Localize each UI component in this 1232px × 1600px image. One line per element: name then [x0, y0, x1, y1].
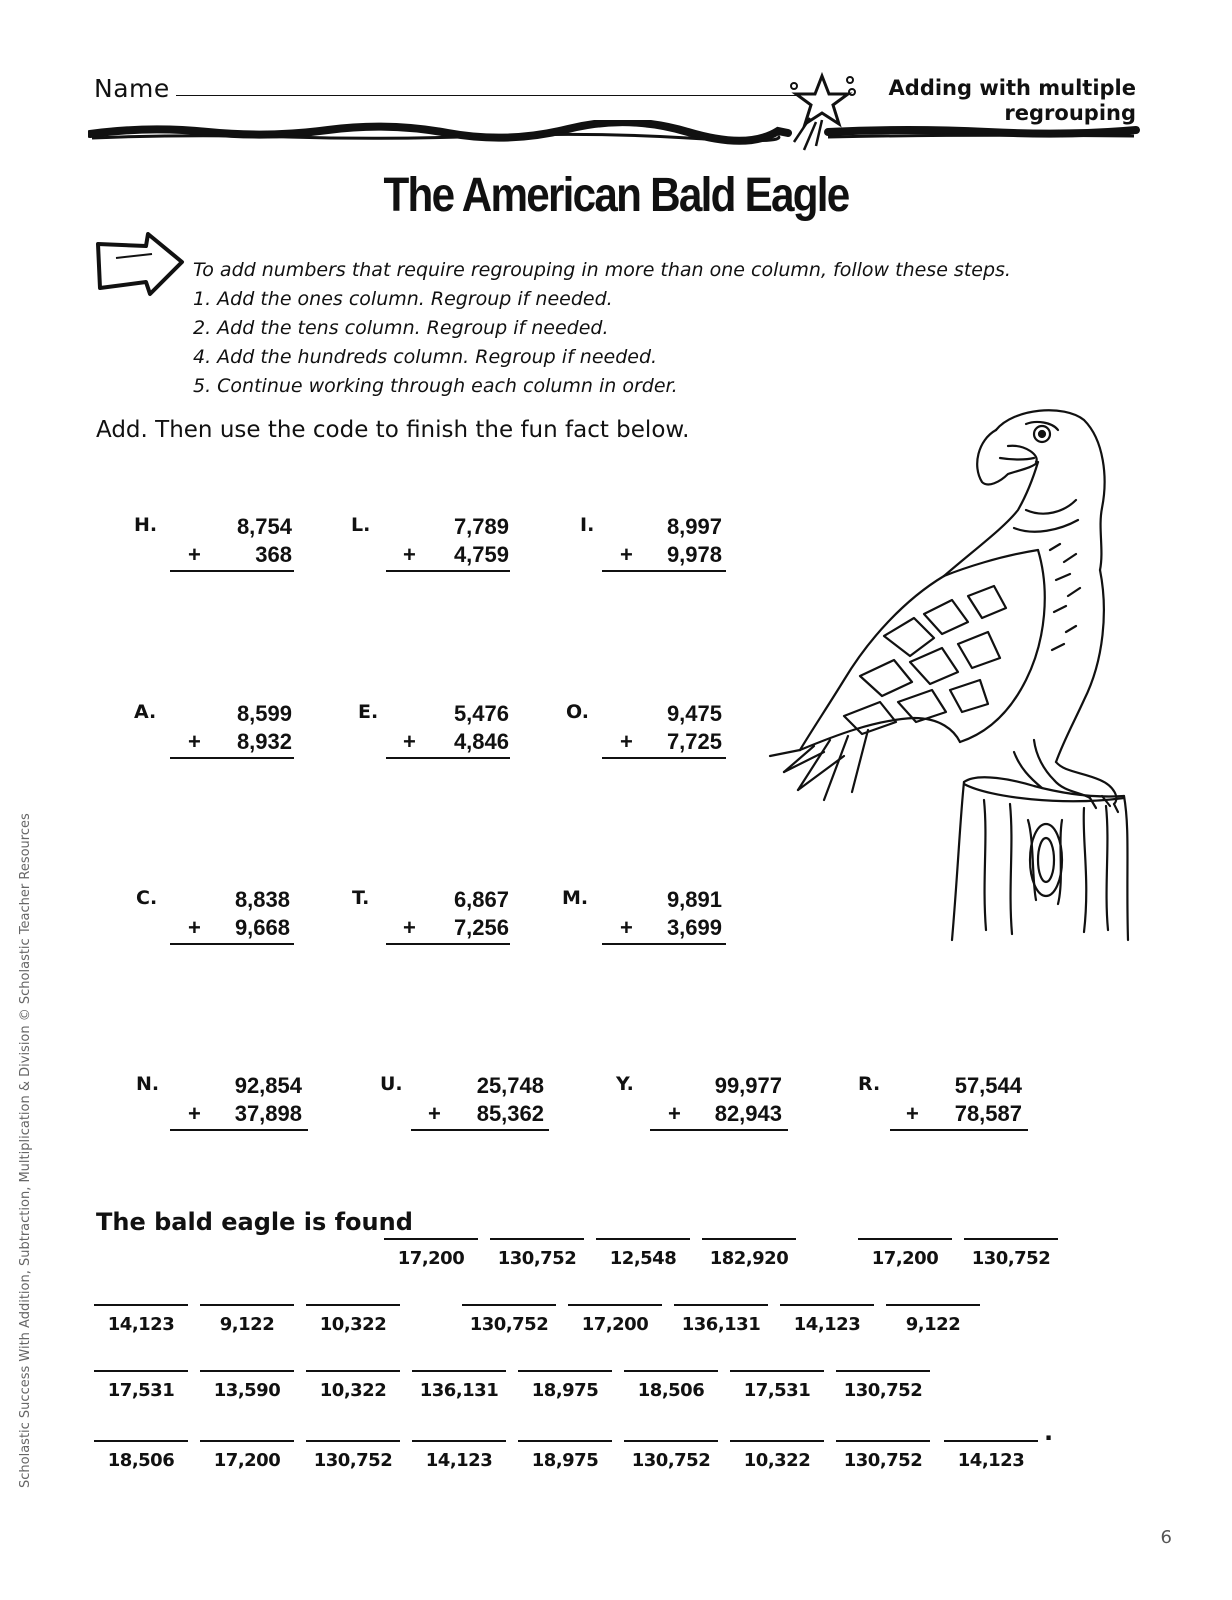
- problem-addend-top: 8,754: [236, 514, 292, 539]
- problem-letter: C.: [136, 887, 158, 909]
- name-write-line[interactable]: [176, 95, 798, 96]
- addition-problem-u: [380, 1073, 552, 1133]
- addition-problem-l: [351, 514, 511, 574]
- problem-addend-bottom: 85,362: [476, 1101, 544, 1126]
- code-slot[interactable]: [306, 1370, 400, 1401]
- answer-line[interactable]: [602, 570, 726, 572]
- addition-problem-n: [136, 1073, 308, 1133]
- header-brush-divider: [88, 120, 1140, 146]
- code-slot[interactable]: [624, 1440, 718, 1471]
- code-slot[interactable]: [568, 1304, 662, 1335]
- plus-sign: +: [188, 542, 201, 567]
- code-slot[interactable]: [702, 1238, 796, 1269]
- plus-sign: +: [188, 729, 201, 754]
- addition-problem-c: [136, 887, 296, 947]
- addition-problem-e: [358, 701, 518, 761]
- problem-addend-top: 9,475: [666, 701, 722, 726]
- problem-addend-bottom: 4,846: [453, 729, 509, 754]
- problem-addend-bottom: 7,256: [453, 915, 509, 940]
- problem-addend-bottom: 368: [255, 542, 292, 567]
- code-number: 17,200: [581, 1314, 649, 1335]
- fun-fact-lead: The bald eagle is found: [96, 1208, 413, 1236]
- name-label: Name: [94, 74, 170, 103]
- code-number: 130,752: [631, 1450, 711, 1471]
- code-number: 17,200: [871, 1248, 939, 1269]
- code-slot[interactable]: [836, 1370, 930, 1401]
- answer-line[interactable]: [386, 570, 510, 572]
- answer-line[interactable]: [890, 1129, 1028, 1131]
- problem-addend-top: 5,476: [453, 701, 509, 726]
- code-number: 9,122: [905, 1314, 961, 1335]
- code-slot[interactable]: [624, 1370, 718, 1401]
- side-credit: Scholastic Success With Addition, Subtraction, Multiplication & Division © Scholastic Teacher Resources: [18, 813, 33, 1488]
- problem-addend-top: 92,854: [234, 1073, 302, 1098]
- code-number: 18,975: [531, 1450, 599, 1471]
- code-slot[interactable]: [306, 1440, 400, 1471]
- code-number: 130,752: [313, 1450, 393, 1471]
- code-slot[interactable]: [94, 1440, 188, 1471]
- code-number: 14,123: [957, 1450, 1025, 1471]
- code-slot[interactable]: [730, 1440, 824, 1471]
- code-number: 14,123: [425, 1450, 493, 1471]
- problem-addend-bottom: 9,668: [234, 915, 290, 940]
- problem-addend-bottom: 4,759: [453, 542, 509, 567]
- instructions-step: 1. Add the ones column. Regroup if needed.: [193, 288, 613, 310]
- addition-problem-y: [616, 1073, 788, 1133]
- problem-addend-top: 8,997: [666, 514, 722, 539]
- code-number: 130,752: [843, 1450, 923, 1471]
- problem-letter: A.: [134, 701, 157, 723]
- problem-addend-top: 99,977: [714, 1073, 782, 1098]
- problem-letter: E.: [358, 701, 379, 723]
- addition-problem-i: [580, 514, 740, 574]
- problem-letter: H.: [134, 514, 158, 536]
- plus-sign: +: [403, 542, 416, 567]
- answer-line[interactable]: [386, 943, 510, 945]
- plus-sign: +: [428, 1101, 441, 1126]
- code-number: 14,123: [107, 1314, 175, 1335]
- answer-line[interactable]: [170, 943, 294, 945]
- plus-sign: +: [620, 542, 633, 567]
- problem-addend-top: 8,838: [234, 887, 290, 912]
- code-number: 18,506: [637, 1380, 705, 1401]
- code-number: 14,123: [793, 1314, 861, 1335]
- code-number: 182,920: [709, 1248, 789, 1269]
- bald-eagle-illustration: [764, 400, 1136, 946]
- addition-problem-r: [858, 1073, 1030, 1133]
- code-slot[interactable]: [944, 1440, 1038, 1471]
- code-slot[interactable]: [384, 1238, 478, 1269]
- instructions-step: 2. Add the tens column. Regroup if needed.: [193, 317, 609, 339]
- plus-sign: +: [620, 915, 633, 940]
- code-number: 10,322: [743, 1450, 811, 1471]
- problem-addend-bottom: 78,587: [954, 1101, 1022, 1126]
- problem-letter: Y.: [616, 1073, 634, 1095]
- page-number: 6: [1160, 1527, 1172, 1548]
- plus-sign: +: [188, 1101, 201, 1126]
- code-number: 136,131: [419, 1380, 499, 1401]
- problem-addend-top: 9,891: [666, 887, 722, 912]
- answer-line[interactable]: [386, 757, 510, 759]
- problem-addend-bottom: 9,978: [666, 542, 722, 567]
- code-number: 130,752: [497, 1248, 577, 1269]
- code-number: 18,975: [531, 1380, 599, 1401]
- problem-letter: U.: [380, 1073, 403, 1095]
- addition-problem-o: [566, 701, 726, 761]
- code-number: 130,752: [843, 1380, 923, 1401]
- instructions-intro: To add numbers that require regrouping in more than one column, follow these steps.: [193, 259, 1011, 281]
- code-number: 9,122: [219, 1314, 275, 1335]
- code-slot[interactable]: [518, 1440, 612, 1471]
- code-number: 130,752: [469, 1314, 549, 1335]
- problem-letter: L.: [351, 514, 371, 536]
- addition-problem-h: [134, 514, 294, 574]
- answer-line[interactable]: [170, 570, 294, 572]
- code-number: 13,590: [213, 1380, 281, 1401]
- problem-addend-top: 7,789: [453, 514, 509, 539]
- code-slot[interactable]: [730, 1370, 824, 1401]
- code-slot[interactable]: [518, 1370, 612, 1401]
- problem-addend-top: 57,544: [954, 1073, 1022, 1098]
- plus-sign: +: [620, 729, 633, 754]
- code-slot[interactable]: [596, 1238, 690, 1269]
- problem-letter: I.: [580, 514, 595, 536]
- code-slot[interactable]: [94, 1304, 188, 1335]
- code-slot[interactable]: [490, 1238, 584, 1269]
- problem-letter: N.: [136, 1073, 160, 1095]
- problem-addend-bottom: 7,725: [666, 729, 722, 754]
- code-number: 10,322: [319, 1314, 387, 1335]
- plus-sign: +: [403, 915, 416, 940]
- code-slot[interactable]: [94, 1370, 188, 1401]
- code-slot[interactable]: [780, 1304, 874, 1335]
- code-number: 12,548: [609, 1248, 677, 1269]
- topic-line-2: regrouping: [1004, 101, 1136, 125]
- code-number: 17,200: [213, 1450, 281, 1471]
- plus-sign: +: [668, 1101, 681, 1126]
- answer-line[interactable]: [650, 1129, 788, 1131]
- problem-addend-top: 25,748: [476, 1073, 544, 1098]
- problem-letter: R.: [858, 1073, 881, 1095]
- plus-sign: +: [906, 1101, 919, 1126]
- addition-problem-t: [352, 887, 512, 947]
- answer-line[interactable]: [602, 757, 726, 759]
- directions-text: Add. Then use the code to finish the fun fact below.: [96, 417, 690, 443]
- code-number: 17,200: [397, 1248, 465, 1269]
- code-slot[interactable]: [200, 1304, 294, 1335]
- code-number: 17,531: [107, 1380, 175, 1401]
- page-title: The American Bald Eagle: [383, 169, 849, 222]
- instructions-step: 5. Continue working through each column in order.: [193, 375, 678, 397]
- topic-label: [889, 76, 1136, 126]
- code-number: 17,531: [743, 1380, 811, 1401]
- code-slot[interactable]: [412, 1370, 506, 1401]
- addition-problem-a: [134, 701, 294, 761]
- code-slot[interactable]: [858, 1238, 952, 1269]
- code-number: 136,131: [681, 1314, 761, 1335]
- answer-line[interactable]: [170, 1129, 308, 1131]
- plus-sign: +: [188, 915, 201, 940]
- code-slot[interactable]: [306, 1304, 400, 1335]
- problem-letter: T.: [352, 887, 370, 909]
- topic-line-1: Adding with multiple: [888, 76, 1136, 100]
- code-slot[interactable]: [462, 1304, 556, 1335]
- problem-addend-top: 8,599: [236, 701, 292, 726]
- instructions: [193, 256, 1011, 401]
- problem-addend-bottom: 8,932: [236, 729, 292, 754]
- answer-line[interactable]: [170, 757, 294, 759]
- problem-addend-bottom: 82,943: [714, 1101, 782, 1126]
- code-slot[interactable]: [674, 1304, 768, 1335]
- problem-letter: M.: [562, 887, 589, 909]
- code-slot[interactable]: [200, 1440, 294, 1471]
- code-slot[interactable]: [886, 1304, 980, 1335]
- problem-addend-bottom: 37,898: [234, 1101, 302, 1126]
- code-slot[interactable]: [412, 1440, 506, 1471]
- problem-addend-bottom: 3,699: [666, 915, 722, 940]
- problem-letter: O.: [566, 701, 589, 723]
- code-slot[interactable]: [836, 1440, 930, 1471]
- code-slot[interactable]: [200, 1370, 294, 1401]
- answer-line[interactable]: [602, 943, 726, 945]
- problem-addend-top: 6,867: [453, 887, 509, 912]
- answer-line[interactable]: [411, 1129, 549, 1131]
- arrow-pointer-icon: [94, 232, 186, 302]
- code-number: 10,322: [319, 1380, 387, 1401]
- addition-problem-m: [562, 887, 722, 947]
- code-number: 130,752: [971, 1248, 1051, 1269]
- sentence-period: .: [1044, 1418, 1054, 1446]
- plus-sign: +: [403, 729, 416, 754]
- code-number: 18,506: [107, 1450, 175, 1471]
- instructions-step: 4. Add the hundreds column. Regroup if needed.: [193, 346, 658, 368]
- code-slot[interactable]: [964, 1238, 1058, 1269]
